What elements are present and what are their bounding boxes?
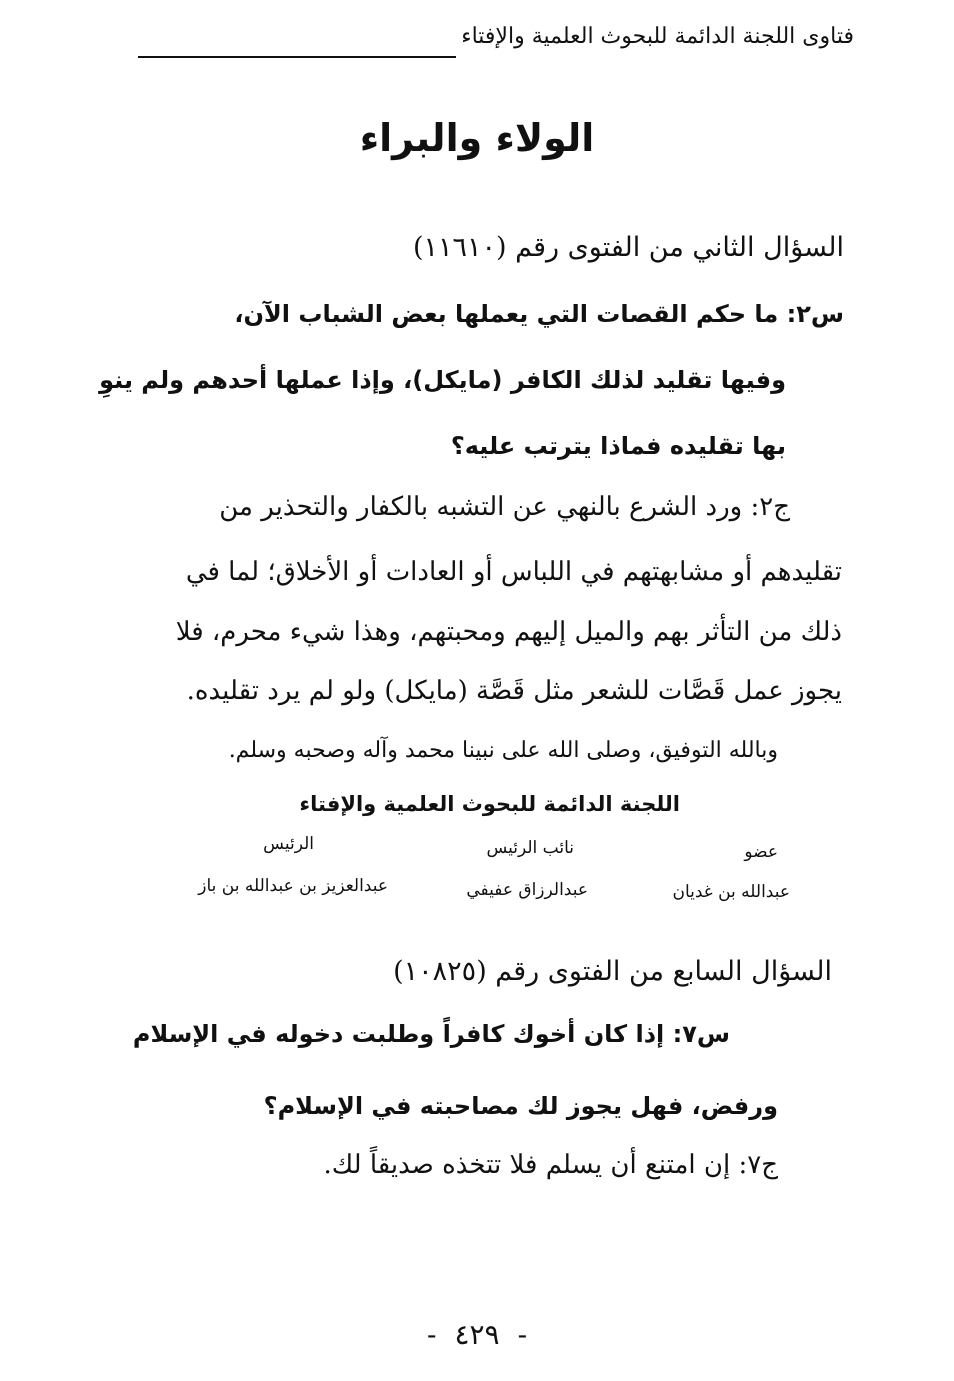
- page-number-value: ٤٢٩: [454, 1318, 500, 1351]
- signatory-name-deputy: عبدالرزاق عفيفي: [466, 880, 588, 900]
- fatwa-1-question-line: بها تقليده فماذا يترتب عليه؟: [450, 432, 786, 460]
- page-number-dash: -: [517, 1318, 528, 1351]
- fatwa-1-answer-line: ذلك من التأثر بهم والميل إليهم ومحبتهم، وهذا شيء محرم، فلا: [175, 617, 842, 647]
- signatory-name-member: عبدالله بن غديان: [672, 882, 790, 902]
- fatwa-2-answer-line: ج٧: إن امتنع أن يسلم فلا تتخذه صديقاً لك.: [323, 1150, 778, 1180]
- header-rule: [138, 56, 456, 58]
- page-number: [0, 1318, 954, 1351]
- fatwa-2-question-line: ورفض، فهل يجوز لك مصاحبته في الإسلام؟: [263, 1092, 778, 1120]
- committee-name: اللجنة الدائمة للبحوث العلمية والإفتاء: [299, 792, 680, 816]
- chapter-title: الولاء والبراء: [359, 116, 595, 160]
- fatwa-1-closing: وبالله التوفيق، وصلى الله على نبينا محمد وآله وصحبه وسلم.: [228, 738, 778, 763]
- signatory-name-chair: عبدالعزيز بن عبدالله بن باز: [198, 876, 388, 896]
- fatwa-2-question-line: س٧: إذا كان أخوك كافراً وطلبت دخوله في الإسلام: [132, 1020, 730, 1048]
- fatwa-1-reference: السؤال الثاني من الفتوى رقم (١١٦١٠): [412, 232, 844, 263]
- running-header: [138, 20, 854, 60]
- fatwa-1-answer-line: ج٢: ورد الشرع بالنهي عن التشبه بالكفار والتحذير من: [219, 492, 790, 522]
- fatwa-1-answer-line: يجوز عمل قَصَّات للشعر مثل قَصَّة (مايكل) ولو لم يرد تقليده.: [186, 676, 842, 706]
- signatory-role-deputy: نائب الرئيس: [486, 838, 574, 858]
- signatory-role-member: عضو: [744, 842, 778, 862]
- page-number-dash: -: [426, 1318, 437, 1351]
- fatwa-1-answer-line: تقليدهم أو مشابهتهم في اللباس أو العادات أو الأخلاق؛ لما في: [185, 557, 842, 587]
- fatwa-2-reference: السؤال السابع من الفتوى رقم (١٠٨٢٥): [393, 956, 832, 987]
- fatwa-1-question-line: وفيها تقليد لذلك الكافر (مايكل)، وإذا عملها أحدهم ولم ينوِ: [99, 366, 786, 394]
- running-title: فتاوى اللجنة الدائمة للبحوث العلمية والإفتاء: [461, 24, 854, 49]
- signatory-role-chair: الرئيس: [263, 834, 314, 854]
- fatwa-1-question-line: س٢: ما حكم القصات التي يعملها بعض الشباب الآن،: [234, 300, 844, 328]
